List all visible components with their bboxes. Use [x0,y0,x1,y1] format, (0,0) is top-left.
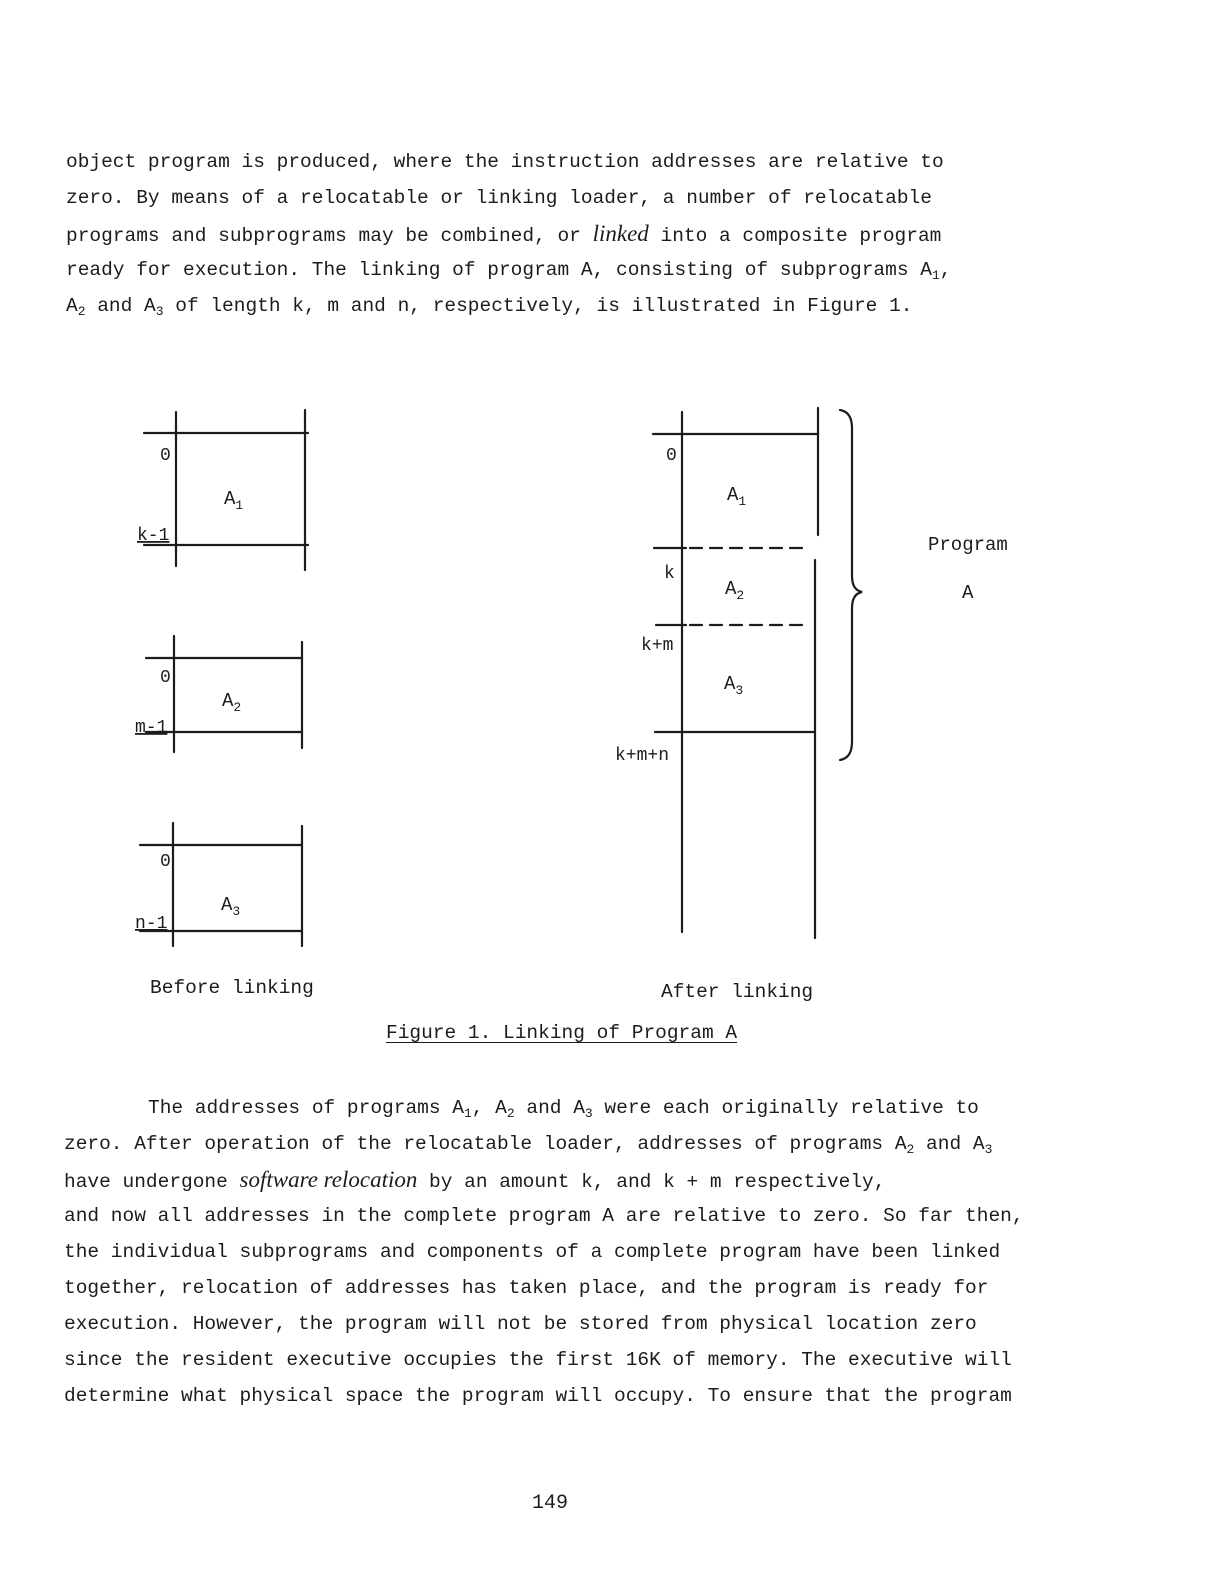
text-line [64,1090,1024,1126]
text-run: were each originally relative to [592,1097,979,1119]
after-a1-label: $A_1$ [727,484,747,509]
after-addr-k-m: k+m [641,636,674,656]
subscript: 3 [155,304,164,319]
text-run: have undergone [64,1171,240,1193]
text-run: , [939,259,952,281]
text-run: , A [471,1097,507,1119]
text-run: and A [85,295,156,317]
figure-linking-diagram [0,380,1224,1080]
text-run: of length k, m and n, respectively, is illustrated in Figure 1. [163,295,913,317]
subscript: 1 [463,1106,472,1121]
before-a3-end: n-1 [135,914,168,934]
after-a3-label: $A_3$ [724,673,744,698]
text-line [64,1126,1024,1162]
subscript: 2 [906,1142,915,1157]
text-run: ready for execution. The linking of program A, consisting of subprograms A [66,259,932,281]
italic-term: linked [592,221,649,246]
page-number: 149 [532,1492,569,1515]
text-run: and A [514,1097,585,1119]
text-line: zero. By means of a relocatable or linking loader, a number of relocatable [66,187,932,209]
text-line [64,1162,1024,1198]
text-line: determine what physical space the program will occupy. To ensure that the program [64,1385,1012,1407]
figure-title: Figure 1. Linking of Program A [386,1022,738,1044]
before-a3-label: $A_3$ [221,894,241,919]
text-line: object program is produced, where the instruction addresses are relative to [66,151,944,173]
before-a1-label: $A_1$ [224,488,244,513]
diagram-svg [0,380,1224,1080]
after-addr-k-m-n: k+m+n [615,746,670,766]
before-a2-end: m-1 [135,718,168,738]
program-brace [840,410,862,760]
subscript: 3 [984,1142,993,1157]
paragraph-bottom [64,1090,1024,1414]
subscript: 2 [77,304,86,319]
italic-term: software relocation [239,1167,418,1192]
text-run: The addresses of programs A [148,1097,464,1119]
text-run: into a composite program [648,225,942,247]
text-run: programs and subprograms may be combined, or [66,225,593,247]
text-line: together, relocation of addresses has taken place, and the program is ready for [64,1277,989,1299]
text-line: the individual subprograms and components of a complete program have been linked [64,1241,1001,1263]
text-line [66,216,951,252]
text-run: A [66,295,78,317]
program-label: Program [928,534,1008,556]
text-line: since the resident executive occupies the first 16K of memory. The executive will [64,1349,1012,1371]
segment-boundaries-dashed [690,548,808,625]
caption-before-linking: Before linking [150,977,314,999]
before-a2-start: 0 [160,668,171,688]
text-line: execution. However, the program will not be stored from physical location zero [64,1313,977,1335]
text-line [66,252,951,288]
text-run: by an amount k, and k + m respectively, [417,1171,886,1193]
text-line: and now all addresses in the complete program A are relative to zero. So far then, [64,1205,1024,1227]
text-line [66,288,951,324]
subscript: 2 [506,1106,515,1121]
subscript: 3 [584,1106,593,1121]
before-a1-end: k-1 [137,526,170,546]
before-a1-start: 0 [160,446,171,466]
before-a3-start: 0 [160,852,171,872]
before-a2-label: $A_2$ [222,690,242,715]
text-run: and A [914,1133,985,1155]
after-addr-k: k [664,564,675,584]
subscript: 1 [931,268,940,283]
after-a2-label: $A_2$ [725,578,745,603]
program-name: A [962,582,974,604]
text-run: zero. After operation of the relocatable loader, addresses of programs A [64,1133,907,1155]
caption-after-linking: After linking [661,981,814,1003]
after-addr-0: 0 [666,446,677,466]
paragraph-top [66,144,951,324]
